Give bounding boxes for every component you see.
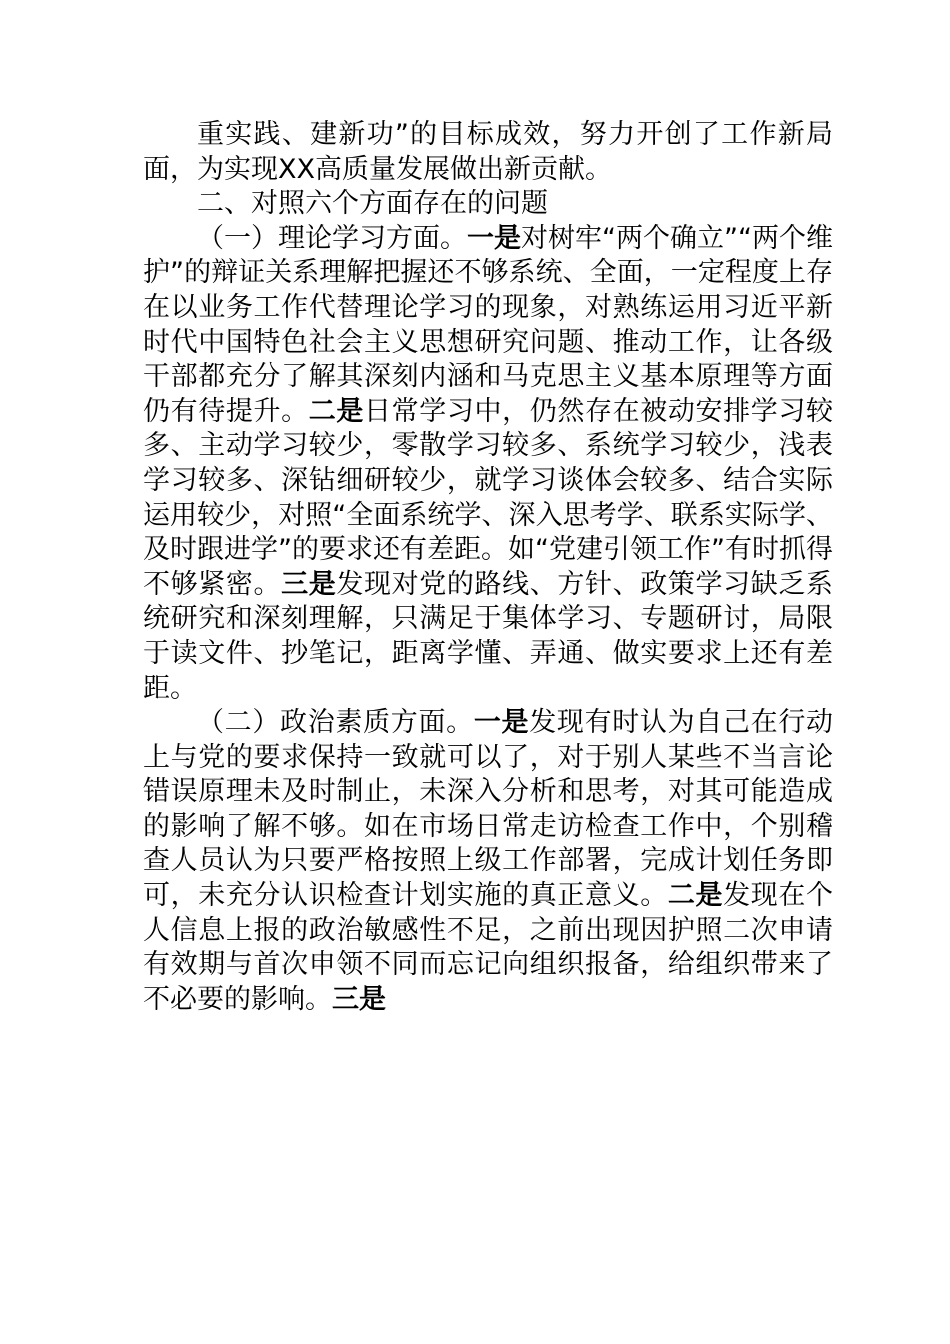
document-page [143,118,833,1017]
point-3-text: 发现对党的路线、方针、政策学习缺乏系统研究和深刻理解，只满足于集体学习、专题研讨，局限于读文件、抄笔记，距离学懂、弄通、做实要求上还有差距。 [143,568,833,704]
theory-study-paragraph [143,222,833,706]
section-heading: 二、对照六个方面存在的问题 [197,188,548,220]
point-1-marker: 一是 [473,707,530,739]
point-2-marker: 二是 [667,880,724,912]
point-3-marker: 三是 [332,983,386,1015]
point-2-text: 日常学习中，仍然存在被动安排学习较多、主动学习较少，零散学习较多、系统学习较少，浅表学习较多、深钻细研较少，就学习谈体会较多、结合实际运用较少，对照“全面系统学、深入思考学、联系实际学、及时跟进学”的要求还有差距。如“党建引领工作”有时抓得不够紧密。 [143,395,833,600]
political-quality-heading: （二）政治素质方面。 [197,707,474,739]
point-3-marker: 三是 [281,568,337,600]
point-1-text: 对树牢“两个确立”“两个维护”的辩证关系理解把握还不够系统、全面，一定程度上存在以业务工作代替理论学习的现象，对熟练运用习近平新时代中国特色社会主义思想研究问题、推动工作，让各级干部都充分了解其深刻内涵和马克思主义基本原理等方面仍有待提升。 [143,222,834,427]
intro-paragraph: 重实践、建新功”的目标成效，努力开创了工作新局面，为实现XX高质量发展做出新贡献。 [143,119,833,185]
point-2-text: 发现在个人信息上报的政治敏感性不足，之前出现因护照二次申请有效期与首次申领不同而忘记向组织报备，给组织带来了不必要的影响。 [143,880,833,1015]
political-quality-paragraph [143,706,833,1017]
theory-study-heading: （一）理论学习方面。 [197,222,468,254]
point-2-marker: 二是 [308,395,364,427]
point-1-text: 发现有时认为自己在行动上与党的要求保持一致就可以了，对于别人某些不当言论错误原理未及时制止，未深入分析和思考，对其可能造成的影响了解不够。如在市场日常走访检查工作中，个别稽查人员认为只要严格按照上级工作部署，完成计划任务即可，未充分认识检查计划实施的真正意义。 [143,707,834,912]
point-1-marker: 一是 [467,222,522,254]
